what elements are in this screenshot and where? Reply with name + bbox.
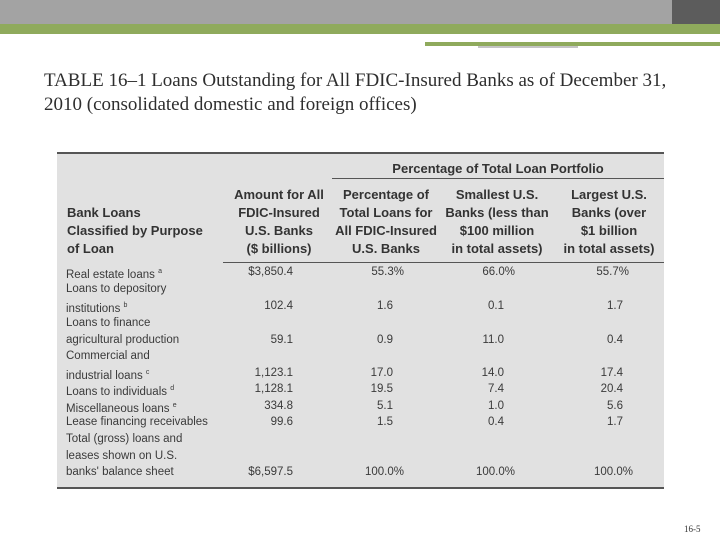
cell-value: 5.1 bbox=[377, 400, 393, 412]
row-label: Miscellaneous loans $^e$ bbox=[66, 402, 177, 415]
column-header: Smallest U.S. Banks (less than $100 million in total assets) bbox=[445, 187, 549, 256]
cell-value: 1.7 bbox=[607, 300, 623, 312]
cell-value: 1.6 bbox=[377, 300, 393, 312]
cell-value: 1.0 bbox=[488, 400, 504, 412]
cell-value: 334.8 bbox=[264, 400, 293, 412]
row-label: Lease financing receivables bbox=[66, 416, 208, 428]
cell-value: 14.0 bbox=[481, 367, 504, 379]
header-bar bbox=[0, 0, 720, 24]
cell-value: 17.0 bbox=[370, 367, 393, 379]
cell-value: 1,123.1 bbox=[254, 367, 293, 379]
cell-value: 20.4 bbox=[600, 383, 623, 395]
cell-value: 0.4 bbox=[607, 334, 623, 346]
cell-value: 0.4 bbox=[488, 416, 504, 428]
column-header: Largest U.S. Banks (over $1 billion in total assets) bbox=[563, 187, 655, 256]
cell-value: 1,128.1 bbox=[254, 383, 293, 395]
column-header: Amount for All FDIC-Insured U.S. Banks ($ billions) bbox=[234, 187, 324, 256]
cell-value: 102.4 bbox=[264, 300, 293, 312]
row-label: Loans to depository institutions $^b$ bbox=[66, 283, 167, 315]
cell-value: $6,597.5 bbox=[248, 466, 293, 478]
table-top-rule bbox=[57, 152, 664, 154]
row-label: Total (gross) loans and leases shown on U.S. banks' balance sheet bbox=[66, 433, 183, 478]
header-bar-accent bbox=[672, 0, 720, 24]
group-header-rule bbox=[332, 178, 664, 179]
cell-value: 5.6 bbox=[607, 400, 623, 412]
footnote-marker: a bbox=[158, 268, 162, 275]
cell-value: 0.1 bbox=[488, 300, 504, 312]
table-bottom-rule bbox=[57, 487, 664, 489]
header-rule bbox=[223, 262, 664, 263]
cell-value: 55.7% bbox=[596, 266, 629, 278]
group-header: Percentage of Total Loan Portfolio bbox=[392, 161, 604, 176]
column-header: Percentage of Total Loans for All FDIC-Insured U.S. Banks bbox=[335, 187, 437, 256]
cell-value: 59.1 bbox=[270, 334, 293, 346]
cell-value: 100.0% bbox=[593, 466, 633, 478]
cell-value: 1.5 bbox=[377, 416, 393, 428]
row-label: Loans to individuals $^d$ bbox=[66, 385, 175, 398]
cell-value: 7.4 bbox=[488, 383, 504, 395]
page-number: 16-5 bbox=[684, 524, 701, 534]
cell-value: 100.0% bbox=[364, 466, 404, 478]
cell-value: 19.5 bbox=[370, 383, 393, 395]
row-label: Loans to finance agricultural production bbox=[66, 317, 180, 346]
cell-value: 55.3% bbox=[371, 266, 404, 278]
slide-title: TABLE 16–1 Loans Outstanding for All FDIC-Insured Banks as of December 31, 2010 (consolidated domestic and foreign offices) bbox=[44, 70, 667, 115]
row-label: Commercial and industrial loans $^c$ bbox=[66, 350, 150, 382]
cell-value: 11.0 bbox=[482, 334, 504, 346]
header-stripe bbox=[0, 24, 720, 34]
row-header: Bank Loans Classified by Purpose of Loan bbox=[67, 205, 203, 256]
row-label: Real estate loans $^a$ bbox=[66, 268, 162, 281]
footnote-marker: c bbox=[145, 368, 150, 376]
footnote-marker: b bbox=[123, 301, 128, 309]
cell-value: 100.0% bbox=[475, 466, 515, 478]
footnote-marker: d bbox=[170, 385, 175, 392]
cell-value: 99.6 bbox=[270, 416, 293, 428]
cell-value: 66.0% bbox=[482, 266, 515, 278]
cell-value: 1.7 bbox=[607, 416, 623, 428]
header-underline-shadow bbox=[478, 46, 578, 48]
cell-value: $3,850.4 bbox=[248, 266, 293, 278]
cell-value: 17.4 bbox=[600, 367, 623, 379]
loans-table bbox=[57, 152, 664, 489]
footnote-marker: e bbox=[172, 402, 177, 409]
cell-value: 0.9 bbox=[377, 334, 393, 346]
